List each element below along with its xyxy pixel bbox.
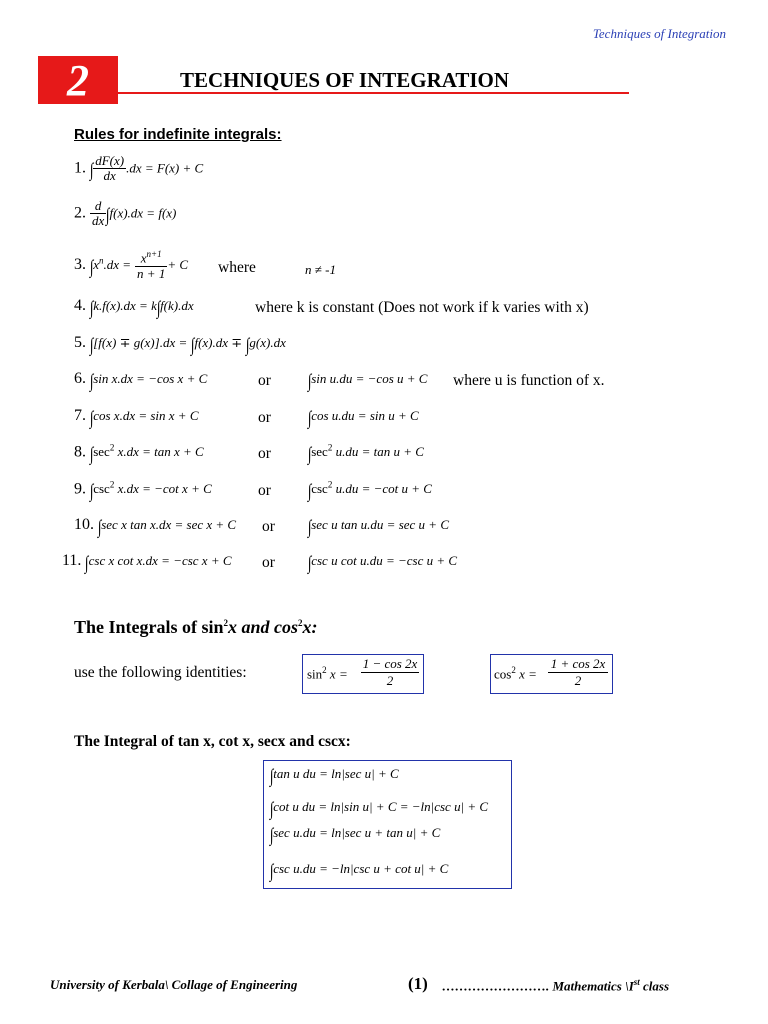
integral-sign: ∫ bbox=[307, 481, 312, 503]
identity-lhs: $\cos^2 x$ = bbox=[494, 665, 537, 682]
rule-expression: k.f(x).dx = k bbox=[93, 298, 157, 313]
integral-sign: ∫ bbox=[85, 553, 89, 574]
rule-expression: .dx = F(x) + C bbox=[126, 160, 204, 176]
integral-sign: ∫ bbox=[307, 408, 312, 429]
denominator: dx bbox=[92, 213, 105, 229]
integral-sign: ∫ bbox=[307, 371, 312, 392]
identity-fraction: 1 − cos 2x 2 bbox=[362, 656, 418, 688]
fraction bbox=[90, 199, 106, 229]
formula-sec: ∫sec u.du = ln|sec u + tan u| + C bbox=[269, 825, 441, 846]
integral-sign: ∫ bbox=[307, 553, 312, 574]
rule-2 bbox=[74, 199, 176, 229]
rule-6-left bbox=[74, 370, 207, 393]
denominator: n + 1 bbox=[137, 265, 166, 281]
rule-expression: sec x tan x.dx = sec x + C bbox=[101, 517, 237, 532]
footer-page-number: (1) bbox=[408, 974, 428, 993]
rule-expression: g(x).dx bbox=[249, 335, 286, 350]
rule-number: 7. bbox=[74, 407, 86, 424]
rule-10-left bbox=[74, 516, 236, 539]
rule-expression: cos x.dx = sin x + C bbox=[93, 408, 199, 423]
chapter-number-badge: 2 bbox=[38, 56, 118, 104]
rule-expression: [f(x) ∓ g(x)].dx = bbox=[93, 335, 188, 350]
integral-sign: ∫ bbox=[89, 160, 94, 182]
rule-expression: csc x cot x.dx = −csc x + C bbox=[88, 553, 232, 568]
rule-1 bbox=[74, 154, 203, 184]
rule-number: 3. bbox=[74, 256, 86, 274]
integral-sign: ∫ bbox=[245, 335, 250, 356]
rule-expression: csc u cot u.du = −csc u + C bbox=[311, 553, 458, 568]
running-title: Techniques of Integration bbox=[592, 26, 726, 41]
rules-heading: Rules for indefinite integrals: bbox=[74, 126, 282, 143]
integral-sign: ∫ bbox=[191, 335, 195, 356]
rule-4 bbox=[74, 297, 194, 320]
rule-expression: sec u tan u.du = sec u + C bbox=[311, 517, 449, 532]
rule-expression: $\csc^2 u.du = -\cot$ u + C bbox=[311, 480, 432, 497]
rule-8-right bbox=[308, 443, 424, 466]
or-label: or bbox=[258, 372, 271, 389]
rule-expression: f(k).dx bbox=[160, 298, 194, 313]
rule-11-left bbox=[62, 552, 232, 575]
rule-number: 8. bbox=[74, 443, 86, 461]
rule-3-condition: n ≠ -1 bbox=[305, 262, 336, 277]
integral-sign: ∫ bbox=[89, 257, 94, 279]
rule-6-note: where u is function of x. bbox=[453, 372, 605, 389]
integral-sign: ∫ bbox=[89, 444, 94, 466]
integral-sign: ∫ bbox=[89, 408, 94, 429]
rule-expression: sin u.du = −cos u + C bbox=[311, 371, 428, 386]
or-label: or bbox=[258, 445, 271, 462]
or-label: or bbox=[262, 518, 275, 535]
integral-sign: ∫ bbox=[269, 799, 274, 820]
rule-expression: f(x).dx = f(x) bbox=[109, 205, 177, 221]
fraction bbox=[135, 250, 167, 281]
sin-squared-identity-box bbox=[302, 654, 424, 694]
formula-cot: ∫cot u du = ln|sin u| + C = −ln|csc u| + C bbox=[269, 799, 489, 820]
numerator: d bbox=[90, 199, 106, 214]
rule-expression: sin x.dx = −cos x + C bbox=[93, 371, 208, 386]
rule-number: 11. bbox=[62, 552, 82, 569]
fraction bbox=[93, 154, 126, 184]
rule-number: 4. bbox=[74, 297, 86, 314]
rule-5 bbox=[74, 334, 286, 357]
rule-6-right bbox=[308, 370, 427, 393]
integral-sign: ∫ bbox=[156, 298, 161, 319]
integral-sign: ∫ bbox=[89, 335, 94, 356]
integral-sign: ∫ bbox=[97, 517, 102, 538]
rule-number: 5. bbox=[74, 334, 86, 351]
identity-fraction: 1 + cos 2x 2 bbox=[548, 656, 608, 689]
integral-sign: ∫ bbox=[89, 481, 94, 503]
rule-number: 1. bbox=[74, 159, 86, 177]
identities-lead: use the following identities: bbox=[74, 664, 247, 681]
rule-3 bbox=[74, 250, 188, 281]
rule-lhs: $x^n.dx$ = bbox=[93, 255, 132, 273]
integral-sign: ∫ bbox=[269, 861, 274, 882]
denominator: dx bbox=[103, 168, 116, 184]
integral-sign: ∫ bbox=[106, 205, 110, 227]
rule-10-right bbox=[308, 516, 449, 539]
cos-squared-identity-box bbox=[490, 654, 613, 694]
section-heading-trig: The Integral of tan x, cot x, secx and cscx: bbox=[74, 733, 351, 750]
rule-number: 2. bbox=[74, 204, 86, 222]
rule-3-where: where bbox=[218, 259, 256, 276]
rule-expression: + C bbox=[167, 257, 189, 273]
integral-sign: ∫ bbox=[269, 766, 274, 787]
numerator: dF(x) bbox=[95, 153, 125, 168]
footer-course: ……………………. Mathematics \Ist class bbox=[442, 977, 670, 994]
formula-tan: ∫tan u du = ln|sec u| + C bbox=[269, 766, 399, 787]
or-label: or bbox=[258, 482, 271, 499]
rule-expression: $\sec^2 u.du = \tan u + C$ bbox=[311, 443, 424, 460]
rule-expression: f(x).dx ∓ bbox=[194, 335, 243, 350]
rule-9-right bbox=[308, 480, 432, 503]
or-label: or bbox=[258, 409, 271, 426]
rule-expression: $\sec^2 x.dx = \tan x + C$ bbox=[93, 443, 204, 460]
integral-sign: ∫ bbox=[89, 371, 94, 392]
integral-sign: ∫ bbox=[307, 517, 312, 538]
rule-expression: $\csc^2 x.dx = -\cot$ x + C bbox=[93, 480, 212, 497]
footer-institution: University of Kerbala\ Collage of Engineering bbox=[50, 977, 298, 992]
rule-8-left bbox=[74, 443, 204, 466]
rule-number: 6. bbox=[74, 370, 86, 387]
identity-lhs: $\sin^2 x$ = bbox=[307, 665, 348, 682]
rule-7-right bbox=[308, 407, 419, 430]
integral-sign: ∫ bbox=[307, 444, 312, 466]
rule-9-left bbox=[74, 480, 212, 503]
rule-11-right bbox=[308, 552, 457, 575]
section-heading-squares: The Integrals of $\sin^2x$ and $\cos^2x$: bbox=[74, 617, 318, 637]
numerator: $x^{n+1}$ bbox=[135, 250, 167, 267]
or-label: or bbox=[262, 554, 275, 571]
rule-number: 9. bbox=[74, 480, 86, 498]
integral-sign: ∫ bbox=[269, 825, 274, 846]
trig-integrals-box bbox=[263, 760, 512, 889]
rule-4-note: where k is constant (Does not work if k varies with x) bbox=[255, 299, 589, 316]
chapter-title: TECHNIQUES OF INTEGRATION bbox=[180, 68, 510, 92]
integral-sign: ∫ bbox=[89, 298, 94, 319]
rule-expression: cos u.du = sin u + C bbox=[311, 408, 419, 423]
rule-number: 10. bbox=[74, 516, 94, 533]
rule-7-left bbox=[74, 407, 199, 430]
formula-csc: ∫csc u.du = −ln|csc u + cot u| + C bbox=[269, 861, 449, 882]
